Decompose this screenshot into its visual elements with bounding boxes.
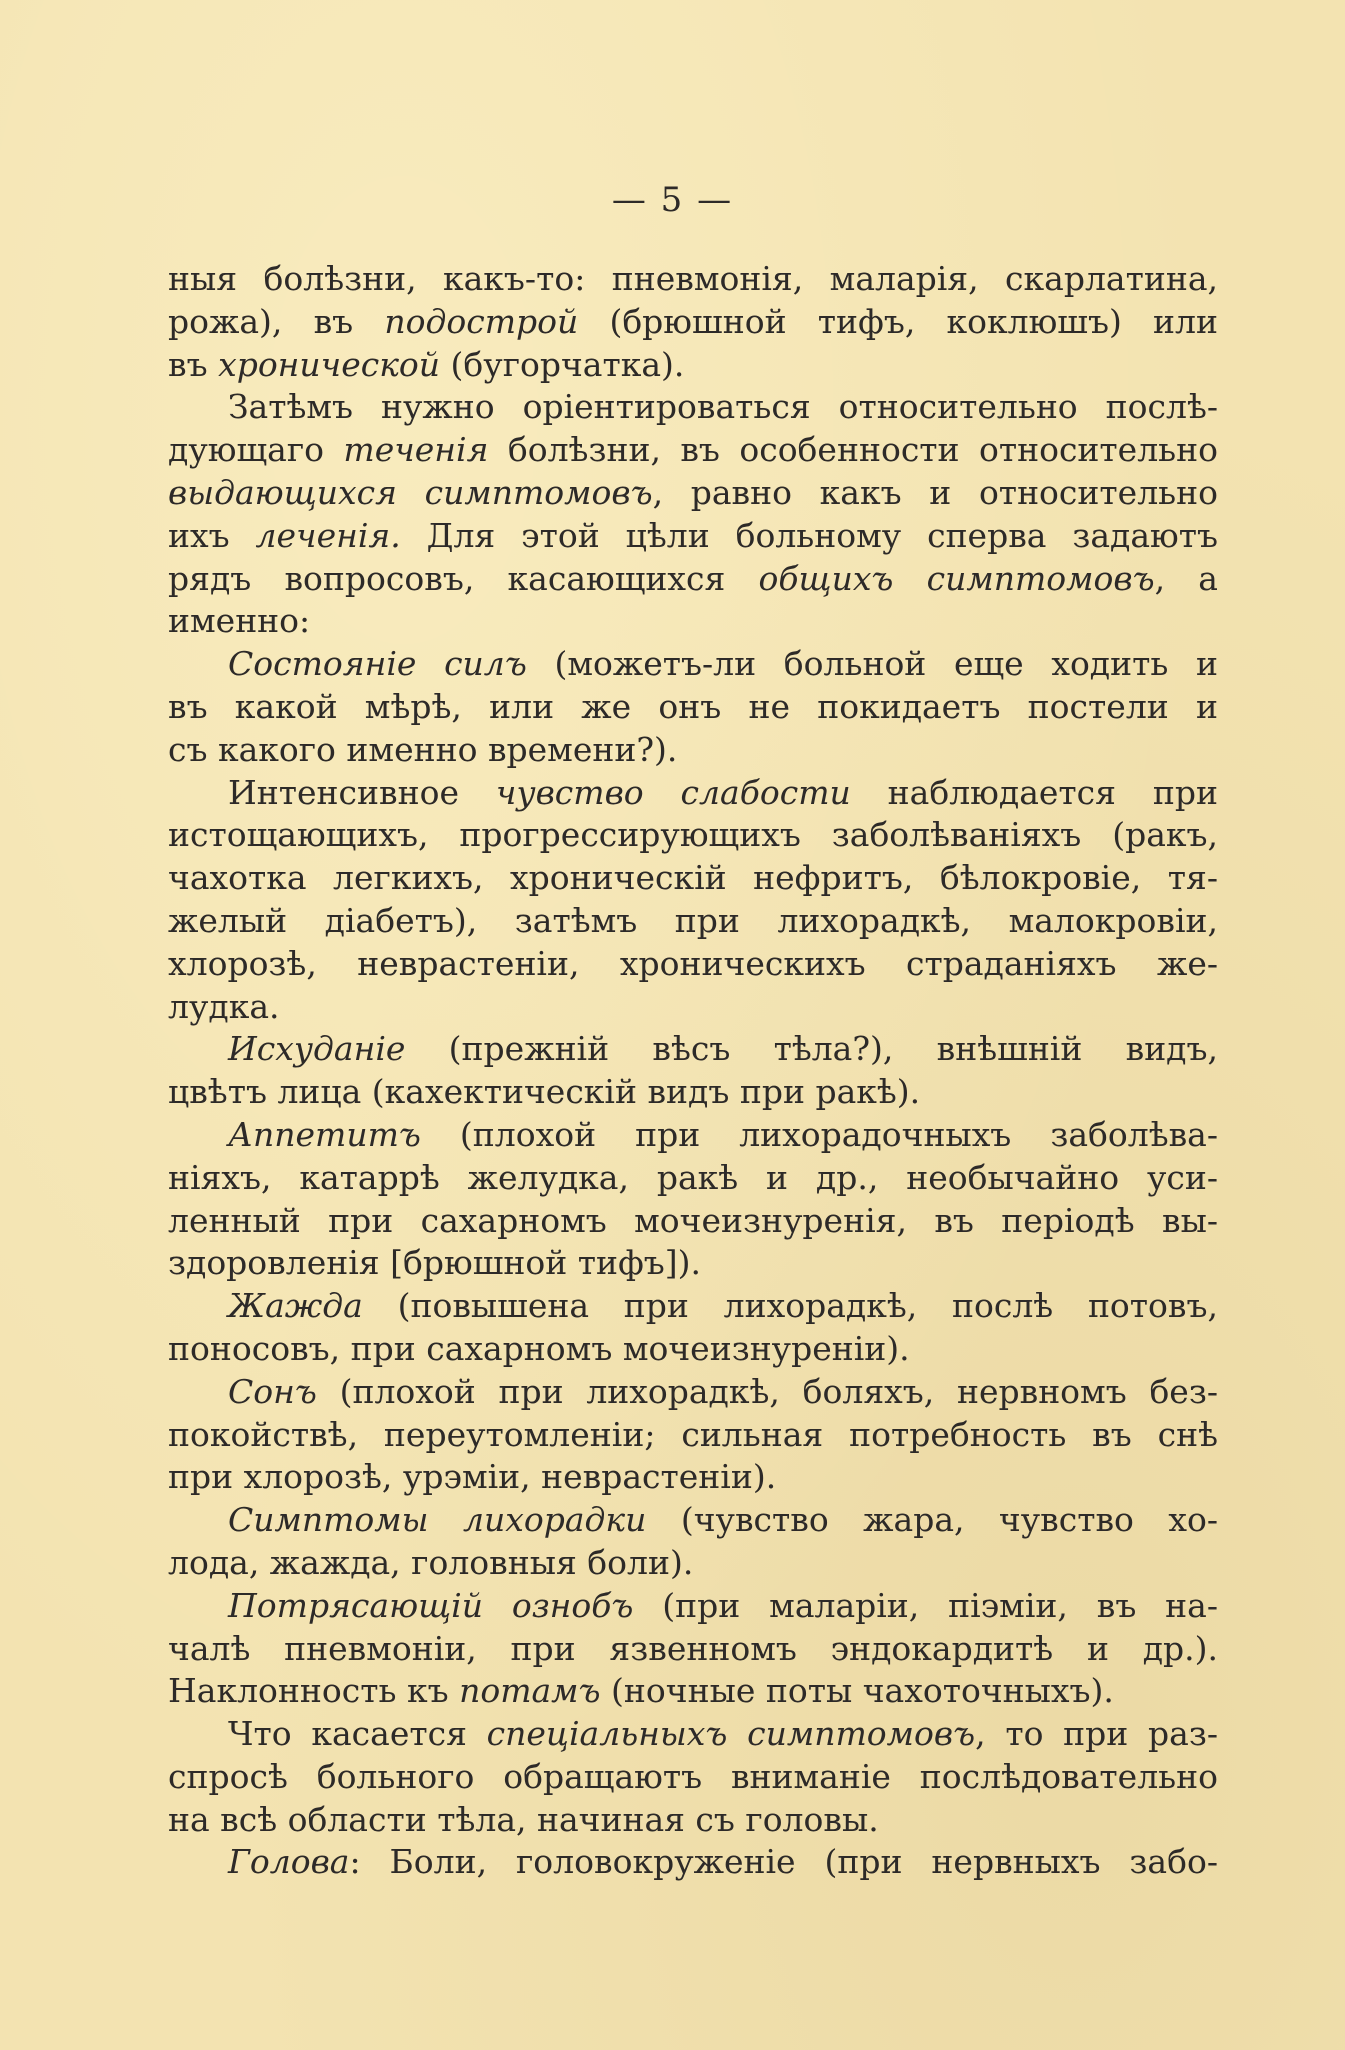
text-line [168,1114,1218,1157]
text-segment: чахотка легкихъ, хроническій нефритъ, бѣлокровіе, тя- [168,858,1218,898]
page-number: — 5 — [611,180,734,220]
emphasized-term: подострой [384,301,579,341]
text-line [168,1756,1218,1799]
emphasized-term: Голова [228,1842,350,1882]
text-segment: въ [168,344,219,384]
text-line [168,772,1218,815]
emphasized-term: Состояніе силъ [228,644,527,684]
text-segment: въ какой мѣрѣ, или же онъ не покидаетъ постели и [168,686,1218,726]
text-line [168,1157,1218,1200]
text-segment: , равно какъ и относительно [652,472,1218,512]
emphasized-term: выдающихся симптомовъ [168,472,653,512]
text-line [168,515,1218,558]
text-segment: , то при раз- [975,1714,1218,1754]
text-segment: цвѣтъ лица (кахектическій видъ при ракѣ). [168,1072,921,1112]
text-line [168,943,1218,986]
emphasized-term: Потрясающій ознобъ [228,1585,634,1625]
text-segment: (плохой при лихорадкѣ, боляхъ, нервномъ без- [316,1371,1218,1411]
text-segment: ихъ [168,515,256,555]
text-line [168,558,1218,601]
text-segment: (чувство жара, чувство хо- [646,1500,1219,1540]
text-segment: дующаго [168,430,344,470]
text-segment: Затѣмъ нужно оріентироваться относительно послѣ- [228,387,1218,427]
text-line [168,386,1218,429]
text-line [168,1285,1218,1328]
text-line [168,900,1218,943]
text-segment: (плохой при лихорадочныхъ заболѣва- [420,1114,1218,1154]
text-segment: Для этой цѣли больному сперва задаютъ [400,515,1219,555]
text-line [168,1200,1218,1243]
text-segment: болѣзни, въ особенности относительно [488,430,1219,470]
emphasized-term: хронической [218,344,441,384]
text-line [168,1670,1218,1713]
text-line [168,686,1218,729]
text-line [168,301,1218,344]
text-segment: хлорозѣ, неврастеніи, хроническихъ страданіяхъ же- [168,943,1218,983]
text-segment: ніяхъ, катаррѣ желудка, ракѣ и др., необычайно уси- [168,1157,1218,1197]
text-line [168,1456,1218,1499]
body-text [168,258,1218,1884]
text-line [168,600,1218,643]
text-segment: чалѣ пневмоніи, при язвенномъ эндокардитѣ и др.). [168,1628,1218,1668]
text-segment: желый діабетъ), затѣмъ при лихорадкѣ, малокровіи, [168,900,1218,940]
text-segment: (можетъ-ли больной еще ходить и [526,644,1218,684]
emphasized-term: потамъ [459,1671,601,1711]
text-line [168,1242,1218,1285]
text-segment: лода, жажда, головныя боли). [168,1542,694,1582]
text-segment: ленный при сахарномъ мочеизнуренія, въ періодѣ вы- [168,1200,1218,1240]
emphasized-term: спеціальныхъ симптомовъ [486,1714,976,1754]
text-segment: здоровленія [брюшной тифъ]). [168,1243,702,1283]
text-line [168,729,1218,772]
text-segment: спросѣ больного обращаютъ вниманіе послѣдовательно [168,1756,1218,1796]
text-line [168,429,1218,472]
text-line [168,643,1218,686]
text-segment: лудка. [168,986,280,1026]
emphasized-term: теченія [343,430,489,470]
text-segment: ныя болѣзни, какъ-то: пневмонія, маларія, скарлатина, [168,259,1218,298]
text-line [168,1799,1218,1842]
text-segment: при хлорозѣ, урэміи, неврастеніи). [168,1457,777,1497]
text-line [168,1071,1218,1114]
text-line [168,1542,1218,1585]
text-segment: рядъ вопросовъ, касающихся [168,558,759,598]
text-segment: (повышена при лихорадкѣ, послѣ потовъ, [362,1286,1218,1326]
text-line [168,1841,1218,1884]
text-line [168,1414,1218,1457]
emphasized-term: Жажда [228,1286,363,1326]
text-segment: (бугорчатка). [440,344,685,384]
text-segment: Наклонность къ [168,1671,460,1711]
emphasized-term: Симптомы лихорадки [228,1500,647,1540]
text-segment: именно: [168,601,311,641]
text-segment: (ночные поты чахоточныхъ). [600,1671,1114,1711]
text-segment: рожа), въ [168,301,385,341]
text-segment: : Боли, головокруженіе (при нервныхъ забо- [349,1842,1218,1882]
text-line [168,1585,1218,1628]
text-line [168,814,1218,857]
text-segment: (прежній вѣсъ тѣла?), внѣшній видъ, [405,1029,1218,1069]
emphasized-term: Сонъ [228,1371,317,1411]
text-line [168,344,1218,387]
text-segment: на всѣ области тѣла, начиная съ головы. [168,1799,879,1839]
text-line [168,258,1218,301]
text-line [168,472,1218,515]
emphasized-term: общихъ симптомовъ [758,558,1155,598]
text-line [168,1499,1218,1542]
text-segment: покойствѣ, переутомленіи; сильная потребность въ снѣ [168,1414,1218,1454]
text-segment: Что касается [228,1714,487,1754]
text-segment: съ какого именно времени?). [168,729,678,769]
emphasized-term: Аппетитъ [228,1114,421,1154]
text-line [168,986,1218,1029]
text-segment: (при маларіи, піэміи, въ на- [633,1585,1218,1625]
text-segment: поносовъ, при сахарномъ мочеизнуреніи). [168,1328,910,1368]
text-segment: истощающихъ, прогрессирующихъ заболѣваніяхъ (ракъ, [168,815,1218,855]
text-line [168,1628,1218,1671]
text-line [168,1371,1218,1414]
text-segment: , а [1154,558,1218,598]
text-line [168,1713,1218,1756]
emphasized-term: Исхуданіе [228,1029,406,1069]
emphasized-term: леченія. [255,515,401,555]
emphasized-term: чувство слабости [495,772,851,812]
text-segment: Интенсивное [228,772,496,812]
text-segment: наблюдается при [850,772,1219,812]
text-line [168,857,1218,900]
text-line [168,1028,1218,1071]
text-line [168,1328,1218,1371]
text-segment: (брюшной тифъ, коклюшъ) или [578,301,1218,341]
